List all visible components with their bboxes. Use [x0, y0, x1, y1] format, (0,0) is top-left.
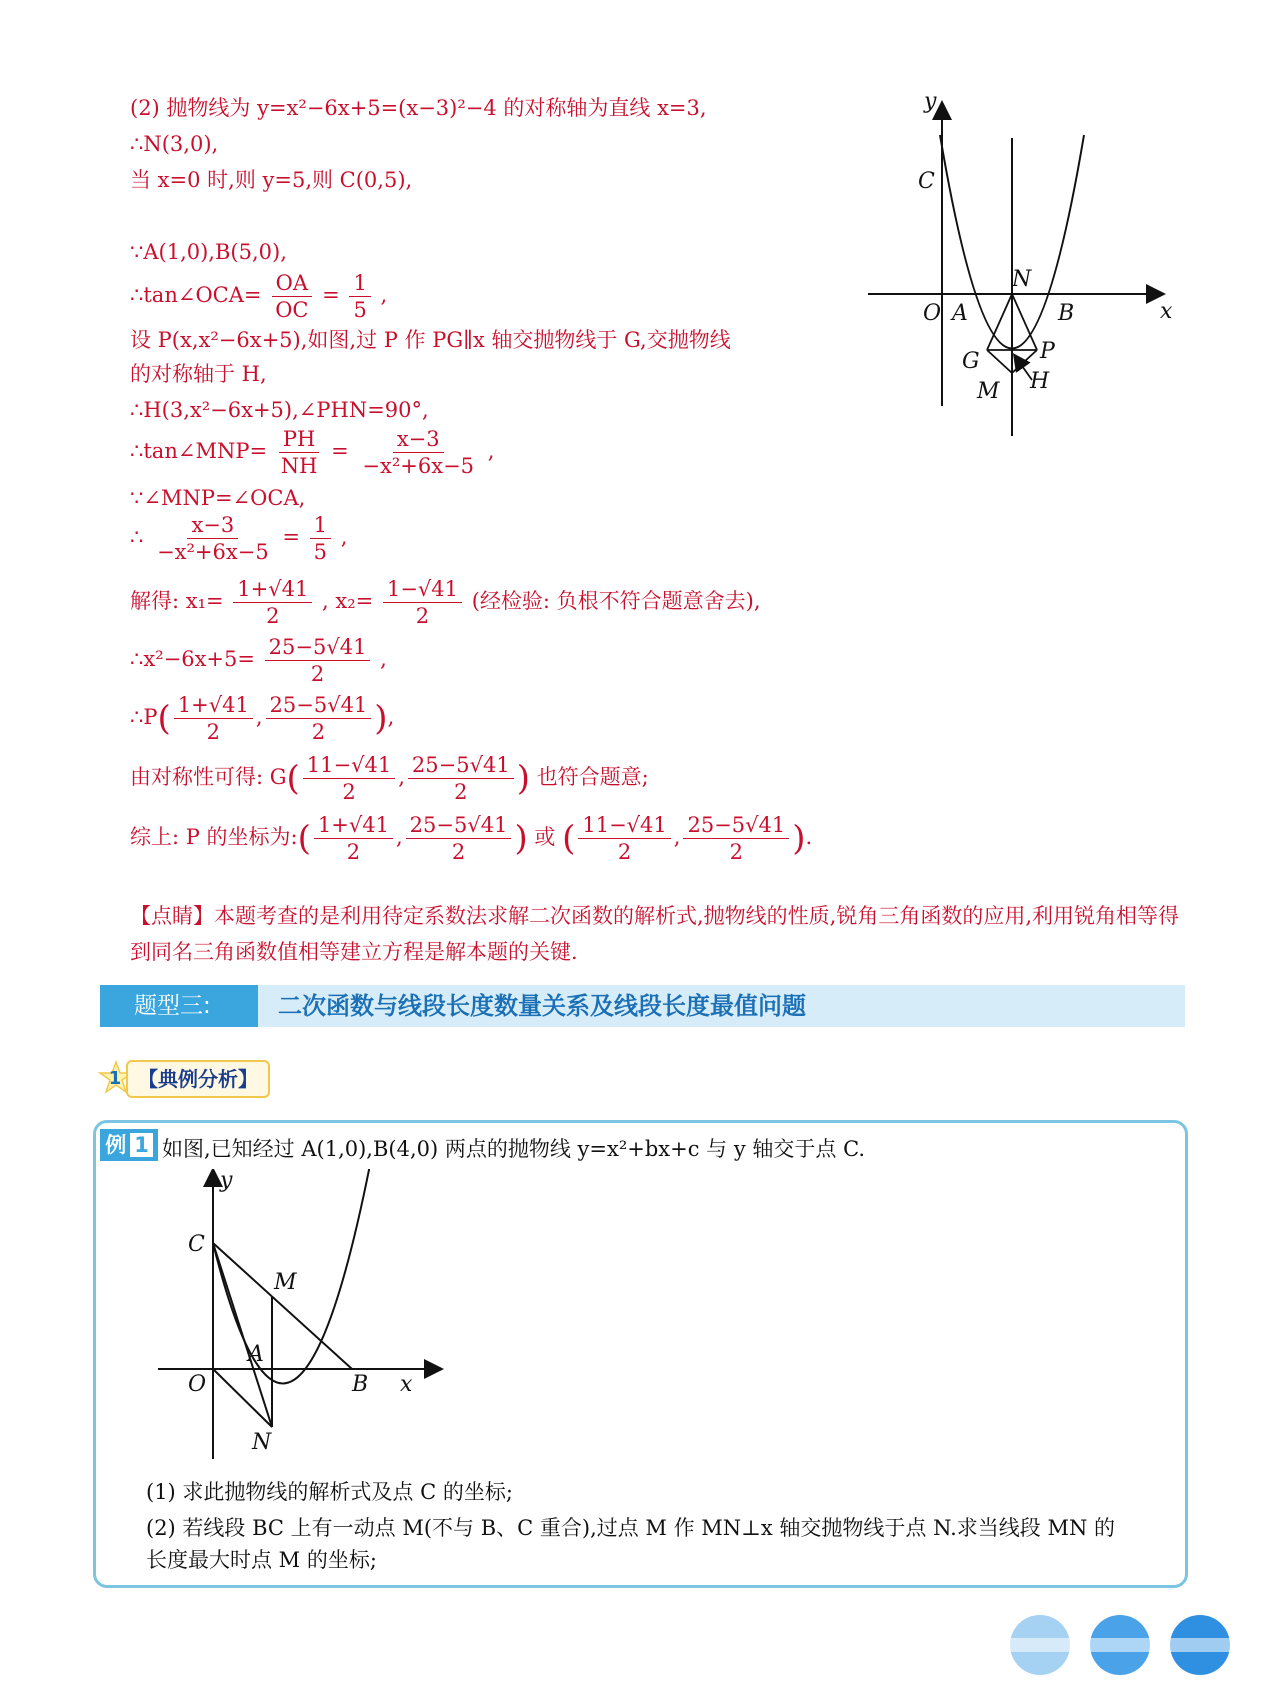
text: 综上: P 的坐标为: [130, 825, 298, 850]
solution-line: 的对称轴于 H, [130, 362, 267, 386]
text: ∴tan∠MNP= [130, 439, 268, 464]
paren: ( [297, 818, 311, 859]
text: (经检验: 负根不符合题意舍去), [471, 589, 761, 614]
text: , [380, 283, 388, 308]
tag-label: 【典例分析】 [126, 1060, 270, 1098]
text: ∴P [130, 705, 158, 730]
text: , [255, 705, 263, 730]
numerator: 25−5√41 [406, 814, 512, 839]
denominator: 2 [310, 662, 325, 687]
label-a: A [248, 1342, 264, 1367]
text: 也符合题意; [536, 765, 649, 790]
fraction [314, 814, 393, 863]
tag-number: 1 [108, 1068, 122, 1089]
example-analysis-tag [98, 1060, 278, 1098]
denominator: 2 [342, 780, 356, 805]
numerator: 25−5√41 [265, 636, 371, 661]
denominator: 5 [353, 298, 367, 323]
fraction [383, 578, 462, 627]
fraction [408, 754, 514, 803]
solution-line: ∵A(1,0),B(5,0), [130, 240, 287, 264]
label-o: O [923, 301, 942, 326]
solution-line-fraction [130, 694, 394, 743]
solution-line-fraction [130, 272, 387, 321]
fraction [303, 754, 395, 803]
example-badge [100, 1129, 158, 1161]
label-p: P [1040, 339, 1055, 364]
fraction [277, 428, 322, 477]
label-x: x [400, 1372, 413, 1397]
text: ∴x²−6x+5= [130, 647, 255, 672]
parabola [213, 1169, 399, 1383]
section-title: 二次函数与线段长度数量关系及线段长度最值问题 [278, 992, 806, 1020]
text: , [387, 705, 395, 730]
label-h: H [1030, 369, 1050, 394]
denominator: OC [275, 298, 309, 323]
text: = [322, 283, 340, 308]
key-point-note: 【点睛】本题考查的是利用待定系数法求解二次函数的解析式,抛物线的性质,锐角三角函数的应用,利用锐角相等得到同名三角函数值相等建立方程是解本题的关键. [130, 904, 1180, 964]
numerator: 11−√41 [578, 814, 670, 839]
denominator: 2 [454, 780, 468, 805]
denominator: 2 [346, 840, 361, 865]
text: ∴ [130, 525, 144, 550]
label-b: B [1058, 301, 1075, 326]
denominator: 2 [617, 840, 632, 865]
text: , [340, 525, 348, 550]
text: 或 [534, 825, 556, 850]
fraction [233, 578, 312, 627]
paren: ) [374, 698, 388, 739]
denominator: 2 [266, 604, 280, 629]
example-box [93, 1120, 1188, 1588]
numerator: 25−5√41 [266, 694, 372, 719]
denominator: NH [280, 454, 318, 479]
fraction [406, 814, 512, 863]
label-c: C [918, 169, 935, 194]
question-1: (1) 求此抛物线的解析式及点 C 的坐标; [146, 1480, 513, 1504]
numerator: 1+√41 [174, 694, 253, 719]
label-c: C [188, 1232, 205, 1257]
example-stem: 如图,已知经过 A(1,0),B(4,0) 两点的抛物线 y=x²+bx+c 与 y 轴交于点 C. [162, 1137, 866, 1161]
text: = [282, 525, 300, 550]
text: . [805, 825, 813, 850]
text: , [487, 439, 495, 464]
numerator: x−3 [187, 514, 238, 539]
numerator: 1 [310, 514, 331, 539]
solution-line: ∴H(3,x²−6x+5),∠PHN=90°, [130, 398, 429, 422]
label-m: M [274, 1270, 297, 1295]
denominator: 5 [313, 540, 328, 565]
question-2: (2) 若线段 BC 上有一动点 M(不与 B、C 重合),过点 M 作 MN⊥x 轴交抛物线于点 N.求当线段 MN 的 [146, 1516, 1116, 1540]
label-g: G [962, 349, 980, 374]
paren: ( [562, 818, 576, 859]
solution-line: 设 P(x,x²−6x+5),如图,过 P 作 PG∥x 轴交抛物线于 G,交抛物线 [130, 328, 731, 352]
paren: ( [286, 758, 300, 799]
numerator: 1+√41 [314, 814, 393, 839]
numerator: 1−√41 [383, 578, 462, 603]
solution-line-fraction [130, 636, 387, 685]
fraction [310, 514, 331, 563]
denominator: 2 [415, 604, 430, 629]
text: = [331, 439, 349, 464]
fraction [349, 272, 370, 321]
solution-line: (2) 抛物线为 y=x²−6x+5=(x−3)²−4 的对称轴为直线 x=3, [130, 96, 707, 120]
paren: ) [516, 758, 530, 799]
label-b: B [352, 1372, 369, 1397]
numerator: 25−5√41 [408, 754, 514, 779]
fraction [265, 636, 371, 685]
denominator: 2 [729, 840, 744, 865]
text: 由对称性可得: G [130, 765, 287, 790]
fraction [153, 514, 273, 563]
numerator: 1+√41 [233, 578, 312, 603]
fraction [578, 814, 670, 863]
text: , [395, 825, 403, 850]
solution-line-fraction [130, 814, 812, 863]
text: , [673, 825, 681, 850]
text: 解得: x₁= [130, 589, 224, 614]
numerator: PH [279, 428, 319, 453]
section-type-label: 题型三: [100, 985, 258, 1027]
denominator: −x²+6x−5 [157, 540, 269, 565]
solution-line: ∴N(3,0), [130, 132, 219, 156]
label-x: x [1160, 299, 1173, 324]
example-number: 1 [130, 1133, 153, 1157]
denominator: 2 [451, 840, 466, 865]
solution-line-fraction [130, 428, 494, 477]
fraction [271, 272, 312, 321]
parabola-figure-1 [860, 88, 1180, 448]
fraction [174, 694, 253, 743]
example-badge-label: 例 [105, 1133, 127, 1157]
fraction [266, 694, 372, 743]
denominator: 2 [206, 720, 220, 745]
numerator: 1 [349, 272, 370, 297]
label-n: N [1012, 267, 1032, 292]
question-2-cont: 长度最大时点 M 的坐标; [146, 1548, 377, 1572]
text: , [380, 647, 387, 672]
label-y: y [924, 89, 937, 114]
solution-line-fraction [130, 578, 761, 627]
numerator: x−3 [393, 428, 444, 453]
numerator: OA [272, 272, 312, 297]
paren: ) [792, 818, 806, 859]
solution-line: ∵∠MNP=∠OCA, [130, 486, 306, 510]
solution-line-fraction [130, 514, 347, 563]
numerator: 11−√41 [303, 754, 395, 779]
fraction [683, 814, 789, 863]
label-a: A [952, 301, 968, 326]
paren: ( [157, 698, 171, 739]
solution-line-fraction [130, 754, 649, 803]
paren: ) [514, 818, 528, 859]
segment-gm [987, 350, 1012, 373]
section-banner [100, 985, 1185, 1027]
text: ∴tan∠OCA= [130, 283, 262, 308]
fraction [358, 428, 478, 477]
text: , [398, 765, 405, 790]
parabola-figure-2 [156, 1169, 456, 1469]
label-y: y [220, 1169, 233, 1193]
label-m: M [977, 379, 1000, 404]
numerator: 25−5√41 [683, 814, 789, 839]
solution-line: 当 x=0 时,则 y=5,则 C(0,5), [130, 168, 413, 192]
label-o: O [188, 1372, 207, 1397]
decorative-circles [980, 1610, 1280, 1680]
denominator: −x²+6x−5 [362, 454, 475, 479]
label-n: N [252, 1430, 272, 1455]
denominator: 2 [311, 720, 326, 745]
text: , x₂= [322, 589, 374, 614]
